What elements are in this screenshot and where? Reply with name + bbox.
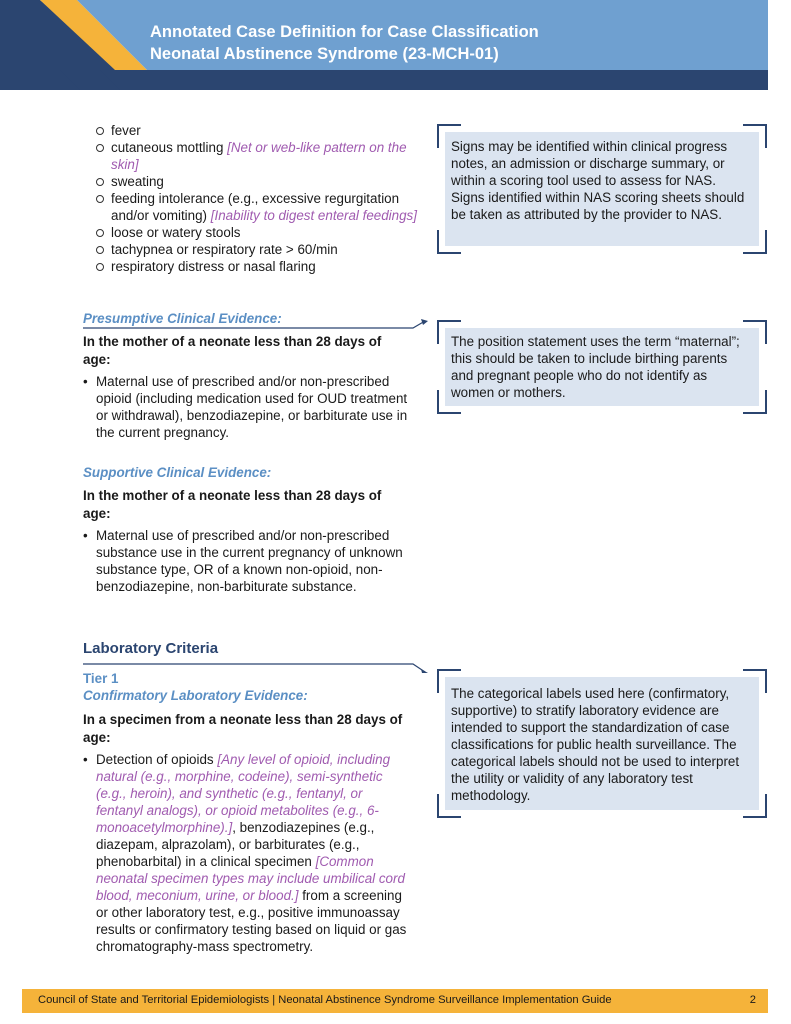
title-line-1: Annotated Case Definition for Case Classification [150, 23, 539, 41]
page-header [0, 0, 791, 92]
presumptive-label: Presumptive Clinical Evidence: [83, 311, 282, 326]
bullet-marker: • [83, 528, 88, 543]
annotation: [Any level of opioid, including natural (e.g., morphine, codeine), semi-synthetic (e.g., heroin), and synthetic (e.g., fentanyl, or fentanyl analogs), or opioid metabolites (e.g., 6-monoacetylmorphine).] [96, 752, 391, 835]
page-title [150, 21, 770, 65]
bullet-marker: • [83, 374, 88, 389]
bullet-marker: • [83, 752, 88, 767]
confirmatory-label: Confirmatory Laboratory Evidence: [83, 688, 308, 703]
page-number: 2 [749, 994, 756, 1006]
list-item: cutaneous mottling [Net or web-like pattern on the skin] [95, 139, 420, 173]
connector-line [83, 658, 433, 674]
list-item: tachypnea or respiratory rate > 60/min [95, 241, 420, 258]
supportive-heading: In the mother of a neonate less than 28 days of age: [83, 488, 382, 521]
list-item: loose or watery stools [95, 224, 420, 241]
list-item: fever [95, 122, 420, 139]
section-title-laboratory: Laboratory Criteria [83, 640, 219, 657]
laboratory-bullet: • Detection of opioids [Any level of opioid, including natural (e.g., morphine, codeine), semi-synthetic (e.g., heroin), and synthetic (e.g., fentanyl, or fentanyl analogs), or opioid metabolites (e.g., 6-monoacetylmorphine).], benzodiazepines (e.g., diazepam, alprazolam), or barbiturates (e.g., phenobarbital) in a clinical specimen [Common neonatal specimen types may include umbilical cord blood, meconium, urine, or blood.] from a screening or other laboratory test, e.g., positive immunoassay results or confirmatory testing based on liquid or gas chromatography-mass spectrometry. [83, 752, 407, 954]
footer-text: Council of State and Territorial Epidemiologists | Neonatal Abstinence Syndrome Surveillance Implementation Guide [38, 994, 612, 1006]
list-item: respiratory distress or nasal flaring [95, 258, 420, 275]
annotation: [Net or web-like pattern on the skin] [111, 140, 407, 172]
list-item: sweating [95, 173, 420, 190]
presumptive-bullet: • Maternal use of prescribed and/or non-prescribed opioid (including medication used for OUD treatment or withdrawal), benzodiazepine, or barbiturate use in the current pregnancy. [83, 374, 408, 440]
callout-box [437, 320, 767, 414]
tier-label: Tier 1 [83, 671, 119, 686]
supportive-label: Supportive Clinical Evidence: [83, 465, 272, 480]
laboratory-heading: In a specimen from a neonate less than 28 days of age: [83, 712, 403, 745]
callout-box [437, 669, 767, 818]
list-item: feeding intolerance (e.g., excessive regurgitation and/or vomiting) [Inability to digest enteral feedings] [95, 190, 420, 224]
connector-line [83, 317, 433, 331]
callout-text: Signs may be identified within clinical progress notes, an admission or discharge summary, or within a scoring tool used to assess for NAS. Signs identified within NAS scoring sheets should be taken as attributed by the provider to NAS. [451, 139, 745, 222]
annotation: [Inability to digest enteral feedings] [210, 208, 417, 223]
signs-list [95, 122, 420, 275]
supportive-bullet: • Maternal use of prescribed and/or non-prescribed substance use in the current pregnancy of unknown substance type, OR of a known non-opioid, non-benzodiazepine, non-barbiturate substance. [83, 528, 403, 594]
callout-text: The position statement uses the term “maternal”; this should be taken to include birthing parents and pregnant people who do not identify as women or mothers. [451, 334, 740, 400]
page-footer [22, 989, 768, 1013]
title-line-2: Neonatal Abstinence Syndrome (23-MCH-01) [150, 45, 499, 63]
annotation: [Common neonatal specimen types may include umbilical cord blood, meconium, urine, or blood.] [96, 854, 405, 903]
callout-box [437, 124, 767, 254]
presumptive-heading: In the mother of a neonate less than 28 days of age: [83, 334, 382, 367]
callout-text: The categorical labels used here (confirmatory, supportive) to stratify laboratory evidence are intended to support the standardization of case classifications for public health surveillance. The categorical labels should not be used to interpret the utility or validity of any laboratory test methodology. [451, 686, 740, 803]
